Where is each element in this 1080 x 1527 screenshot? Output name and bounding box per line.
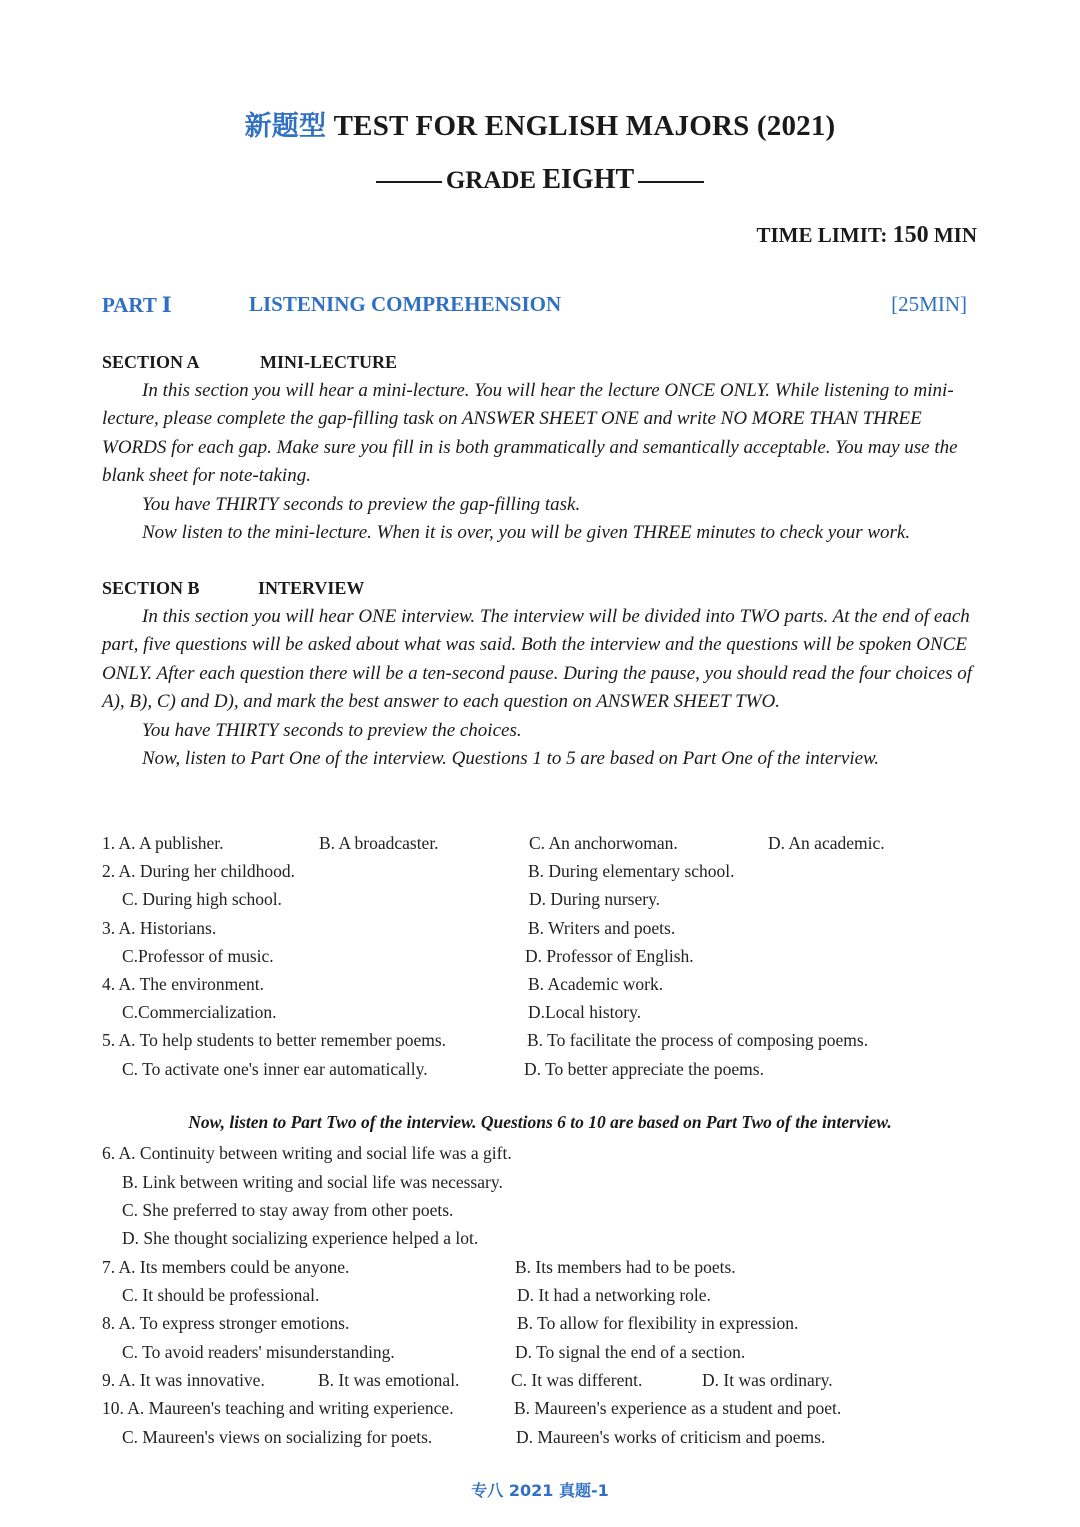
- q9-option-c: C. It was different.: [511, 1370, 643, 1390]
- q2-option-a: 2. A. During her childhood.: [102, 861, 295, 881]
- q4-option-c: C.Commercialization.: [122, 1002, 277, 1022]
- q8-option-a: 8. A. To express stronger emotions.: [102, 1313, 350, 1333]
- exam-title-en: TEST FOR ENGLISH MAJORS (2021): [333, 110, 836, 142]
- dash-right: [638, 181, 704, 183]
- q8-option-c: C. To avoid readers' misunderstanding.: [122, 1342, 395, 1362]
- page-footer: 专八 2021 真题-1: [471, 1481, 609, 1500]
- section-b-label: SECTION B: [102, 578, 200, 598]
- q7-option-c: C. It should be professional.: [122, 1285, 320, 1305]
- grade-level: EIGHT: [542, 164, 635, 195]
- section-a-p1: In this section you will hear a mini-lecture. You will hear the lecture ONCE ONLY. While listening to mini-lecture, please complete the gap-filling task on ANSWER SHEET ONE and write NO MORE THAN THREE WORDS for each gap. Make sure you fill in is both grammatically and semantically acceptable. You may use the blank sheet for note-taking.: [102, 380, 958, 487]
- part-label: PART Ⅰ: [102, 293, 172, 317]
- q5-option-b: B. To facilitate the process of composing poems.: [527, 1030, 869, 1050]
- grade-line: [0, 164, 1080, 196]
- q9-option-a: 9. A. It was innovative.: [102, 1370, 265, 1390]
- section-a-p2: You have THIRTY seconds to preview the gap-filling task.: [142, 493, 581, 515]
- q10-option-b: B. Maureen's experience as a student and poet.: [514, 1398, 842, 1418]
- part-two-intro: Now, listen to Part Two of the interview. Questions 6 to 10 are based on Part Two of the interview.: [188, 1112, 892, 1132]
- q1-option-a: 1. A. A publisher.: [102, 833, 224, 853]
- exam-title-cn: 新题型: [244, 111, 327, 142]
- q6-option-c: C. She preferred to stay away from other poets.: [122, 1200, 454, 1220]
- section-b-p2: You have THIRTY seconds to preview the choices.: [142, 719, 522, 741]
- q4-option-a: 4. A. The environment.: [102, 974, 265, 994]
- part-duration: [25MIN]: [891, 292, 967, 316]
- part-title: LISTENING COMPREHENSION: [249, 292, 562, 316]
- exam-title: [0, 104, 1080, 143]
- q3-option-c: C.Professor of music.: [122, 946, 274, 966]
- q5-option-c: C. To activate one's inner ear automatically.: [122, 1059, 428, 1079]
- time-limit: [756, 222, 977, 249]
- q1-option-c: C. An anchorwoman.: [529, 833, 678, 853]
- q5-option-d: D. To better appreciate the poems.: [524, 1059, 764, 1079]
- q6-option-d: D. She thought socializing experience helped a lot.: [122, 1228, 479, 1248]
- section-a-p3: Now listen to the mini-lecture. When it is over, you will be given THREE minutes to check your work.: [142, 522, 911, 544]
- q3-option-a: 3. A. Historians.: [102, 918, 217, 938]
- q7-option-a: 7. A. Its members could be anyone.: [102, 1257, 350, 1277]
- q6-option-b: B. Link between writing and social life was necessary.: [122, 1172, 503, 1192]
- q1-option-b: B. A broadcaster.: [319, 833, 439, 853]
- q3-option-d: D. Professor of English.: [525, 946, 694, 966]
- dash-left: [376, 181, 442, 183]
- section-b-title: INTERVIEW: [258, 578, 365, 598]
- q7-option-d: D. It had a networking role.: [517, 1285, 711, 1305]
- section-b-p1: In this section you will hear ONE interview. The interview will be divided into TWO parts. At the end of each part, five questions will be asked about what was said. Both the interview and the questions will be spoken ONCE ONLY. After each question there will be a ten-second pause. During the pause, you should read the four choices of A), B), C) and D), and mark the best answer to each question on ANSWER SHEET TWO.: [102, 606, 973, 713]
- time-limit-label: TIME LIMIT:: [756, 223, 888, 247]
- q8-option-d: D. To signal the end of a section.: [515, 1342, 746, 1362]
- section-a-instructions: [102, 377, 978, 547]
- q3-option-b: B. Writers and poets.: [528, 918, 676, 938]
- q6-option-a: 6. A. Continuity between writing and social life was a gift.: [102, 1143, 512, 1163]
- section-b-instructions: [102, 603, 978, 773]
- q10-option-a: 10. A. Maureen's teaching and writing experience.: [102, 1398, 454, 1418]
- q4-option-b: B. Academic work.: [528, 974, 664, 994]
- section-b-p3: Now, listen to Part One of the interview. Questions 1 to 5 are based on Part One of the interview.: [142, 748, 880, 770]
- q9-option-b: B. It was emotional.: [318, 1370, 460, 1390]
- q2-option-c: C. During high school.: [122, 889, 282, 909]
- q8-option-b: B. To allow for flexibility in expression.: [517, 1313, 799, 1333]
- q9-option-d: D. It was ordinary.: [702, 1370, 833, 1390]
- section-a-title: MINI-LECTURE: [260, 352, 398, 372]
- grade-word: GRADE: [445, 167, 537, 194]
- q4-option-d: D.Local history.: [528, 1002, 642, 1022]
- q2-option-d: D. During nursery.: [529, 889, 661, 909]
- q10-option-c: C. Maureen's views on socializing for poets.: [122, 1427, 433, 1447]
- time-limit-value: 150: [892, 222, 929, 248]
- section-a-label: SECTION A: [102, 352, 200, 372]
- q7-option-b: B. Its members had to be poets.: [515, 1257, 736, 1277]
- q5-option-a: 5. A. To help students to better remember poems.: [102, 1030, 447, 1050]
- q10-option-d: D. Maureen's works of criticism and poems.: [516, 1427, 826, 1447]
- q2-option-b: B. During elementary school.: [528, 861, 735, 881]
- q1-option-d: D. An academic.: [768, 833, 885, 853]
- time-limit-unit: MIN: [933, 223, 977, 247]
